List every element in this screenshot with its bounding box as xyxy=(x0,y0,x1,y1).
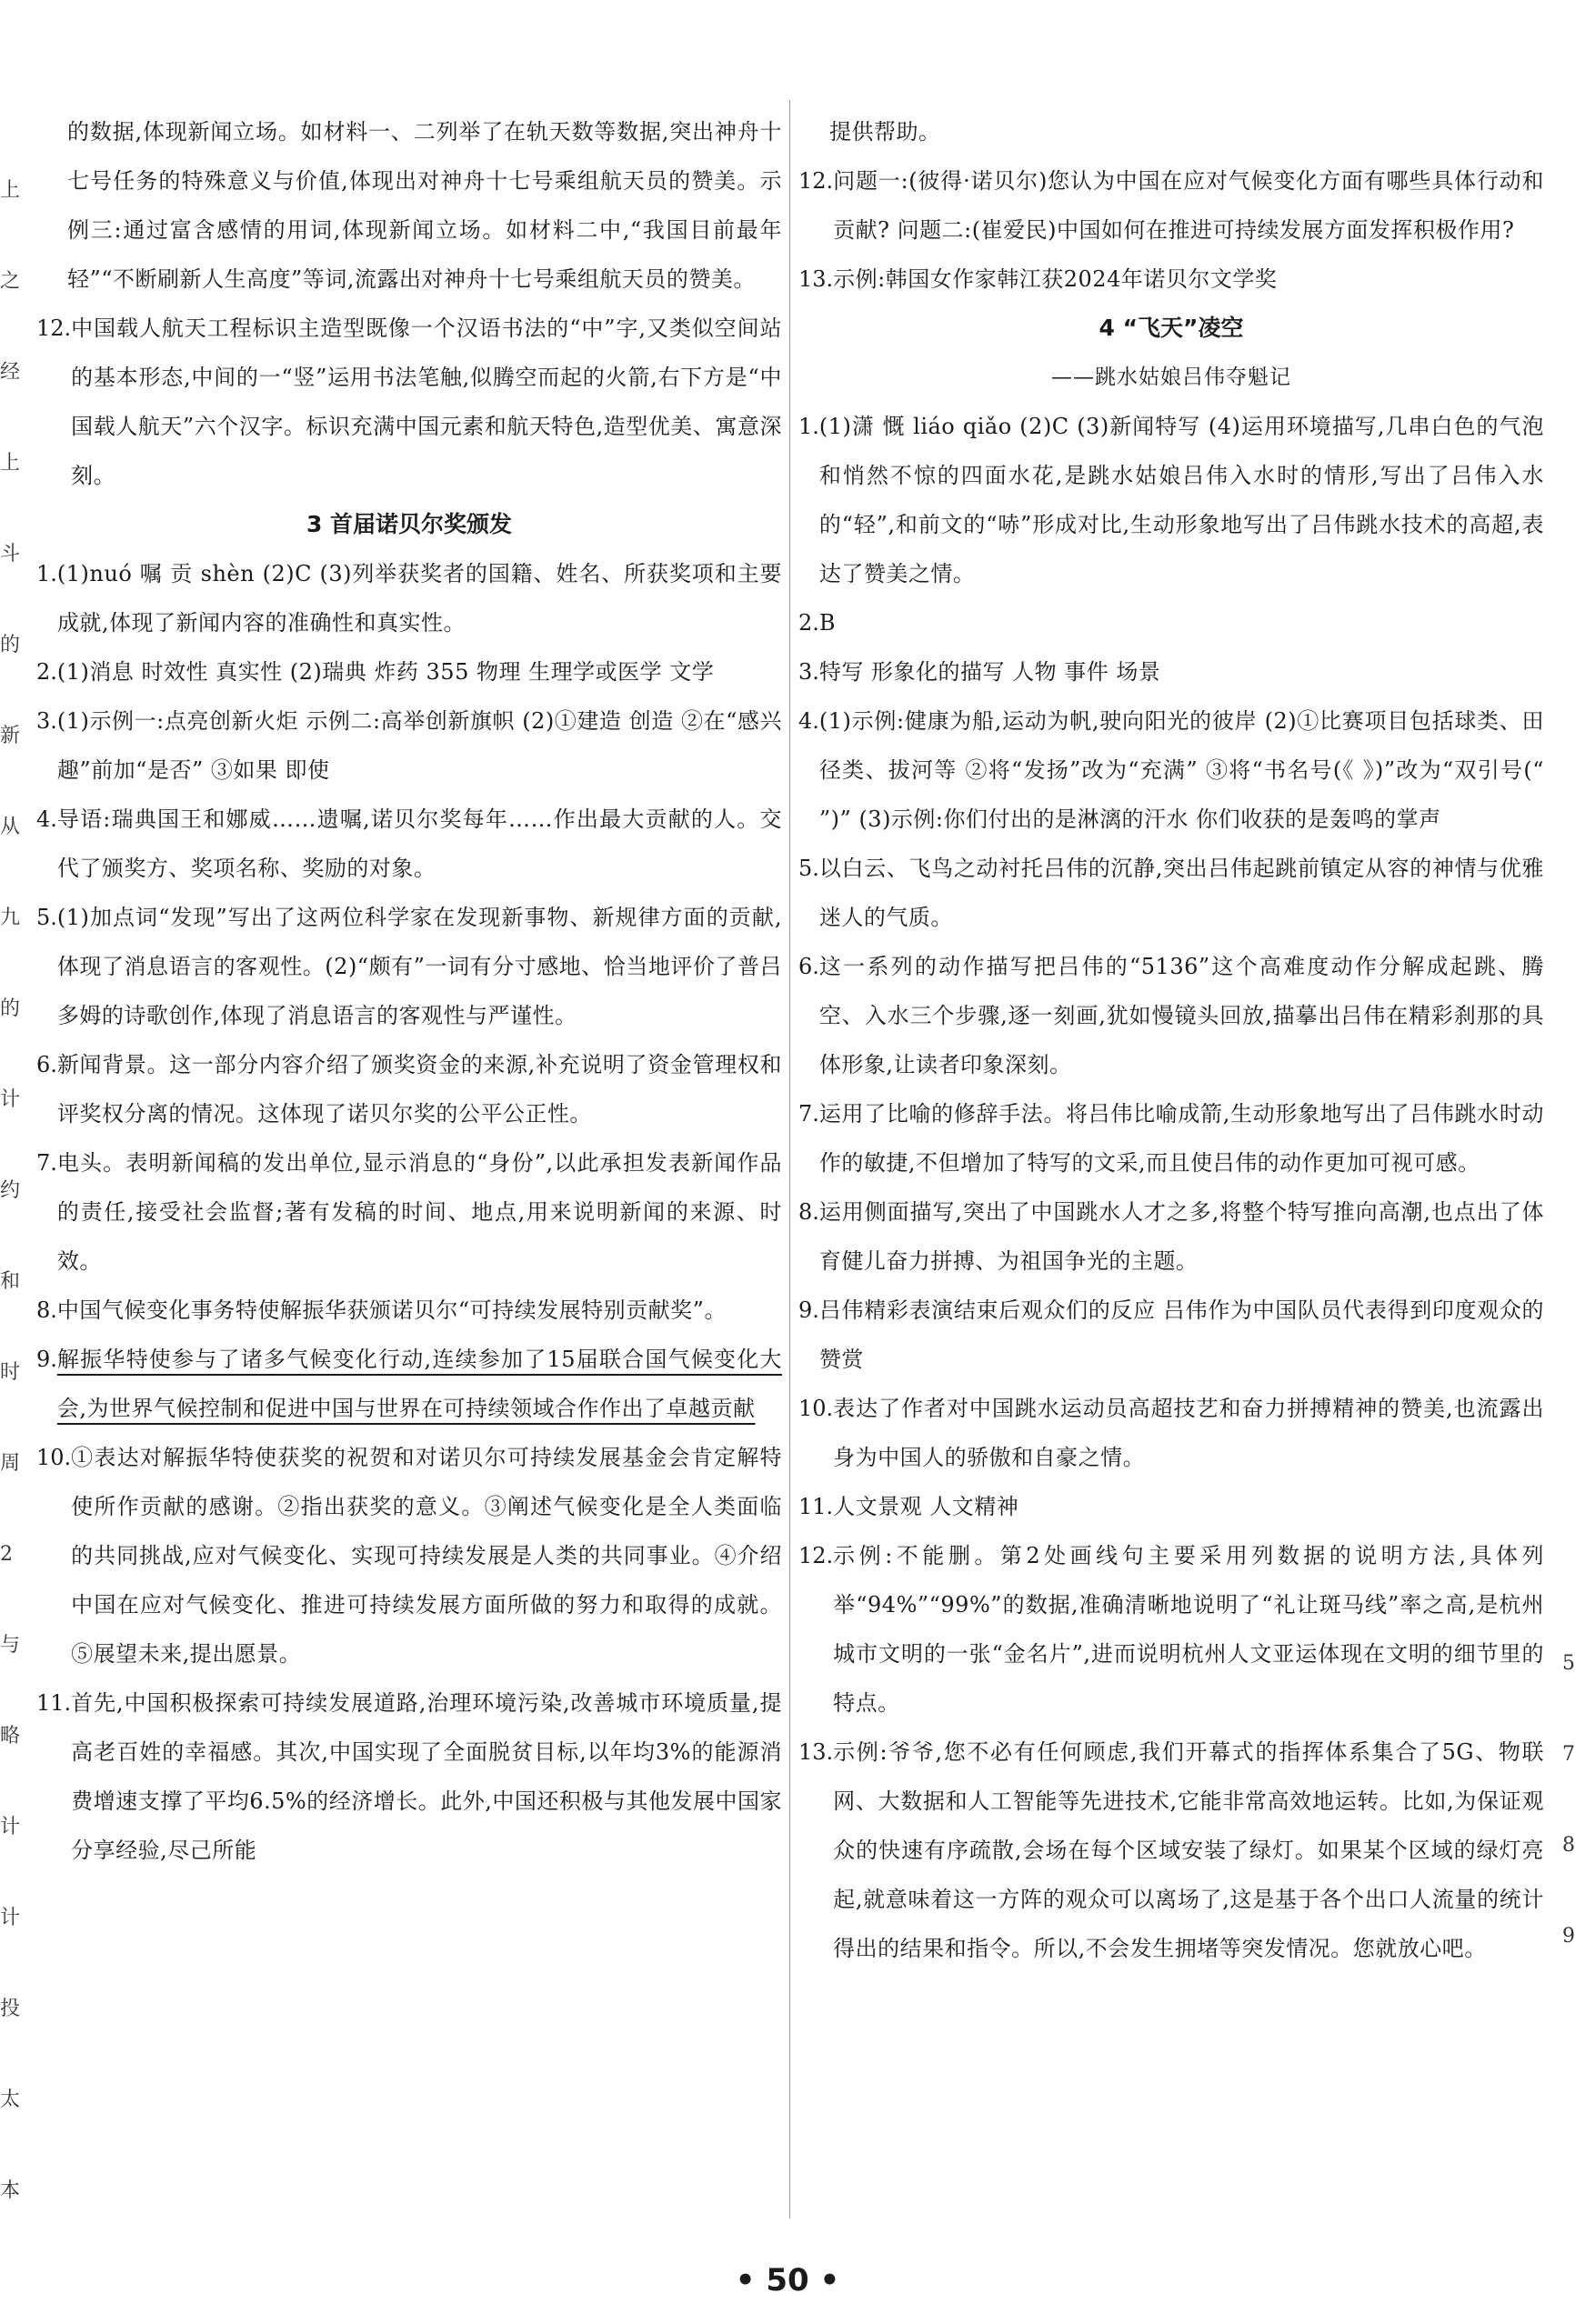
item-number: 9. xyxy=(36,1347,57,1372)
answer-item xyxy=(798,255,1544,304)
column-divider xyxy=(789,100,790,2219)
item-number: 12. xyxy=(798,168,834,194)
item-text: 以白云、飞鸟之动衬托吕伟的沉静,突出吕伟起跳前镇定从容的神情与优雅迷人的气质。 xyxy=(818,856,1544,930)
item-text: 电头。表明新闻稿的发出单位,显示消息的“身份”,以此承担发表新闻作品的责任,接受社会监督;著有发稿的时间、地点,用来说明新闻的来源、时效。 xyxy=(56,1150,782,1274)
item-number: 13. xyxy=(798,1739,834,1765)
answer-item xyxy=(36,549,782,647)
edge-char: 时 xyxy=(0,1361,21,1384)
item-number: 1. xyxy=(798,414,819,439)
edge-char: 计 xyxy=(0,1088,21,1111)
edge-char: 和 xyxy=(0,1270,21,1293)
section-title: 3 首届诺贝尔奖颁发 xyxy=(306,511,513,537)
item-number: 2. xyxy=(36,659,57,685)
item-text: 这一系列的动作描写把吕伟的“5136”这个高难度动作分解成起跳、腾空、入水三个步骤,逐一刻画,犹如慢镜头回放,描摹出吕伟在精彩刹那的具体形象,让读者印象深刻。 xyxy=(818,954,1544,1077)
answer-item xyxy=(798,598,1544,647)
item-number: 6. xyxy=(36,1052,57,1077)
edge-char: 与 xyxy=(0,1634,21,1657)
item-text: B xyxy=(818,610,837,636)
item-text: 导语:瑞典国王和娜威……遗嘱,诺贝尔奖每年……作出最大贡献的人。交代了颁奖方、奖项名称、奖励的对象。 xyxy=(56,806,782,881)
edge-char: 投 xyxy=(0,1998,21,2020)
answer-item xyxy=(798,1531,1544,1728)
item-number: 13. xyxy=(798,266,834,292)
answer-item xyxy=(798,647,1544,696)
item-text: (1)示例:健康为船,运动为帆,驶向阳光的彼岸 (2)①比赛项目包括球类、田径类、拔河等 ②将“发扬”改为“充满” ③将“书名号(《 》)”改为“双引号(“ ”)” (3)示例:你们付出的是淋漓的汗水 你们收获的是轰鸣的掌声 xyxy=(818,708,1552,832)
edge-char: 上 xyxy=(0,452,21,475)
answer-item xyxy=(36,1678,782,1875)
item-text: 表达了作者对中国跳水运动员高超技艺和奋力拼搏精神的赞美,也流露出身为中国人的骄傲和自豪之情。 xyxy=(833,1396,1544,1470)
answer-item xyxy=(36,1286,782,1335)
edge-char: 的 xyxy=(0,634,21,656)
answer-item xyxy=(36,696,782,795)
answer-item xyxy=(798,402,1544,598)
item-text: 示例:不能删。第2处画线句主要采用列数据的说明方法,具体列举“94%”“99%”的数据,准确清晰地说明了“礼让斑马线”率之高,是杭州城市文明的一张“金名片”,进而说明杭州人文亚运体现在文明的细节里的特点。 xyxy=(833,1543,1544,1716)
edge-char: 从 xyxy=(0,816,21,838)
item-number: 10. xyxy=(36,1445,72,1470)
answer-item xyxy=(36,1138,782,1286)
right-column xyxy=(798,107,1552,1973)
answer-item xyxy=(798,844,1544,942)
item-number: 12. xyxy=(36,316,72,341)
edge-char: 计 xyxy=(0,1816,21,1838)
item-text: 解振华特使参与了诸多气候变化行动,连续参加了15届联合国气候变化大会,为世界气候控制和促进中国与世界在可持续领域合作作出了卓越贡献 xyxy=(56,1347,782,1421)
item-number: 3. xyxy=(798,659,819,685)
edge-char: 的 xyxy=(0,997,21,1020)
left-column xyxy=(36,107,782,1875)
answer-list xyxy=(36,549,782,1875)
answer-item xyxy=(798,1384,1544,1482)
item-number: 1. xyxy=(36,561,57,586)
item-text: 新闻背景。这一部分内容介绍了颁奖资金的来源,补充说明了资金管理权和评奖权分离的情况。这体现了诺贝尔奖的公平公正性。 xyxy=(56,1052,782,1127)
answer-item xyxy=(798,1286,1544,1384)
answer-item xyxy=(798,942,1544,1089)
section-title: 4 “飞天”凌空 xyxy=(1098,315,1244,341)
answer-item xyxy=(798,1728,1544,1973)
item-text: (1)消息 时效性 真实性 (2)瑞典 炸药 355 物理 生理学或医学 文学 xyxy=(56,659,715,685)
section-subtitle: ——跳水姑娘吕伟夺魁记 xyxy=(1051,366,1291,389)
answer-item xyxy=(798,1187,1544,1286)
edge-char: 上 xyxy=(0,179,21,202)
answer-item xyxy=(798,1482,1544,1531)
item-text: 中国载人航天工程标识主造型既像一个汉语书法的“中”字,又类似空间站的基本形态,中间的一“竖”运用书法笔触,似腾空而起的火箭,右下方是“中国载人航天”六个汉字。标识充满中国元素和航天特色,造型优美、寓意深刻。 xyxy=(71,316,782,488)
item-text: (1)加点词“发现”写出了这两位科学家在发现新事物、新规律方面的贡献,体现了消息语言的客观性。(2)“颇有”一词有分寸感地、恰当地评价了普吕多姆的诗歌创作,体现了消息语言的客观性与严谨性。 xyxy=(56,905,782,1028)
item-text: 吕伟精彩表演结束后观众们的反应 吕伟作为中国队员代表得到印度观众的赞赏 xyxy=(818,1297,1544,1372)
page-number: • 50 • xyxy=(735,2262,840,2299)
edge-char: 9 xyxy=(1562,1925,1575,1948)
item-number: 9. xyxy=(798,1297,819,1323)
item-number: 5. xyxy=(36,905,57,930)
item-number: 7. xyxy=(36,1150,57,1176)
edge-char: 约 xyxy=(0,1179,21,1202)
edge-char: 周 xyxy=(0,1452,21,1475)
item-number: 3. xyxy=(36,708,57,734)
edge-char: 新 xyxy=(0,725,21,747)
left-edge-cropped-text xyxy=(0,145,21,2237)
item-text: 中国气候变化事务特使解振华获颁诺贝尔“可持续发展特别贡献奖”。 xyxy=(56,1297,727,1323)
answer-item xyxy=(36,795,782,893)
edge-char: 本 xyxy=(0,2179,21,2202)
edge-char: 8 xyxy=(1562,1834,1575,1857)
answer-item xyxy=(36,1433,782,1678)
answer-list xyxy=(798,402,1552,1973)
answer-item xyxy=(36,1040,782,1138)
item-text: (1)nuó 嘱 贡 shèn (2)C (3)列举获奖者的国籍、姓名、所获奖项和主要成就,体现了新闻内容的准确性和真实性。 xyxy=(56,561,782,636)
edge-char: 计 xyxy=(0,1907,21,1929)
item-text: ①表达对解振华特使获奖的祝贺和对诺贝尔可持续发展基金会肯定解特使所作贡献的感谢。②指出获奖的意义。③阐述气候变化是全人类面临的共同挑战,应对气候变化、实现可持续发展是人类的共同事业。④介绍中国在应对气候变化、推进可持续发展方面所做的努力和取得的成就。⑤展望未来,提出愿景。 xyxy=(71,1445,782,1667)
item-text: 运用侧面描写,突出了中国跳水人才之多,将整个特写推向高潮,也点出了体育健儿奋力拼搏、为祖国争光的主题。 xyxy=(818,1199,1544,1274)
edge-char: 太 xyxy=(0,2089,21,2111)
answer-item xyxy=(798,696,1552,844)
item-number: 12. xyxy=(798,1543,834,1568)
continued-answer: 提供帮助。 xyxy=(829,119,941,145)
edge-char: 九 xyxy=(0,907,21,929)
continued-answer: 的数据,体现新闻立场。如材料一、二列举了在轨天数等数据,突出神舟十七号任务的特殊意义与价值,体现出对神舟十七号乘组航天员的赞美。示例三:通过富含感情的用词,体现新闻立场。如材料二中,“我国目前最年轻”“不断刷新人生高度”等词,流露出对神舟十七号乘组航天员的赞美。 xyxy=(67,119,782,292)
item-text: 运用了比喻的修辞手法。将吕伟比喻成箭,生动形象地写出了吕伟跳水时动作的敏捷,不但增加了特写的文采,而且使吕伟的动作更加可视可感。 xyxy=(818,1101,1544,1176)
item-number: 11. xyxy=(36,1690,72,1716)
answer-item xyxy=(798,1089,1544,1187)
item-number: 10. xyxy=(798,1396,834,1421)
item-text: 人文景观 人文精神 xyxy=(833,1494,1019,1519)
item-number: 8. xyxy=(798,1199,819,1225)
item-text: 问题一:(彼得·诺贝尔)您认为中国在应对气候变化方面有哪些具体行动和贡献? 问题二:(崔爱民)中国如何在推进可持续发展方面发挥积极作用? xyxy=(833,168,1544,243)
item-text: (1)示例一:点亮创新火炬 示例二:高举创新旗帜 (2)①建造 创造 ②在“感兴趣”前加“是否” ③如果 即使 xyxy=(56,708,782,783)
edge-char: 2 xyxy=(0,1543,13,1566)
item-number: 5. xyxy=(798,856,819,881)
item-number: 11. xyxy=(798,1494,834,1519)
item-number: 2. xyxy=(798,610,819,636)
answer-item xyxy=(36,893,782,1040)
item-number: 4. xyxy=(36,806,57,832)
edge-char: 斗 xyxy=(0,543,21,566)
item-number: 7. xyxy=(798,1101,819,1127)
edge-char: 略 xyxy=(0,1725,21,1748)
answer-item xyxy=(36,1335,782,1433)
answer-item xyxy=(798,156,1544,255)
item-text: 特写 形象化的描写 人物 事件 场景 xyxy=(818,659,1161,685)
answer-item xyxy=(36,304,782,500)
right-edge-cropped-text xyxy=(1560,1618,1575,1982)
answer-item xyxy=(36,647,782,696)
edge-char: 5 xyxy=(1562,1652,1575,1675)
edge-char: 之 xyxy=(0,270,21,293)
item-number: 6. xyxy=(798,954,819,979)
item-text: 示例:韩国女作家韩江获2024年诺贝尔文学奖 xyxy=(833,266,1278,292)
item-text: 首先,中国积极探索可持续发展道路,治理环境污染,改善城市环境质量,提高老百姓的幸福感。其次,中国实现了全面脱贫目标,以年均3%的能源消费增速支撑了平均6.5%的经济增长。此外,中国还积极与其他发展中国家分享经验,尽己所能 xyxy=(71,1690,782,1863)
edge-char: 7 xyxy=(1562,1743,1575,1766)
item-number: 8. xyxy=(36,1297,57,1323)
item-text: 示例:爷爷,您不必有任何顾虑,我们开幕式的指挥体系集合了5G、物联网、大数据和人工智能等先进技术,它能非常高效地运转。比如,为保证观众的快速有序疏散,会场在每个区域安装了绿灯。如果某个区域的绿灯亮起,就意味着这一方阵的观众可以离场了,这是基于各个出口人流量的统计得出的结果和指令。所以,不会发生拥堵等突发情况。您就放心吧。 xyxy=(833,1739,1544,1961)
item-text: (1)潇 慨 liáo qiǎo (2)C (3)新闻特写 (4)运用环境描写,几串白色的气泡和悄然不惊的四面水花,是跳水姑娘吕伟入水时的情形,写出了吕伟入水的“轻”,和前文的“哧”形成对比,生动形象地写出了吕伟跳水技术的高超,表达了赞美之情。 xyxy=(818,414,1544,586)
edge-char: 经 xyxy=(0,361,21,384)
item-number: 4. xyxy=(798,708,819,734)
